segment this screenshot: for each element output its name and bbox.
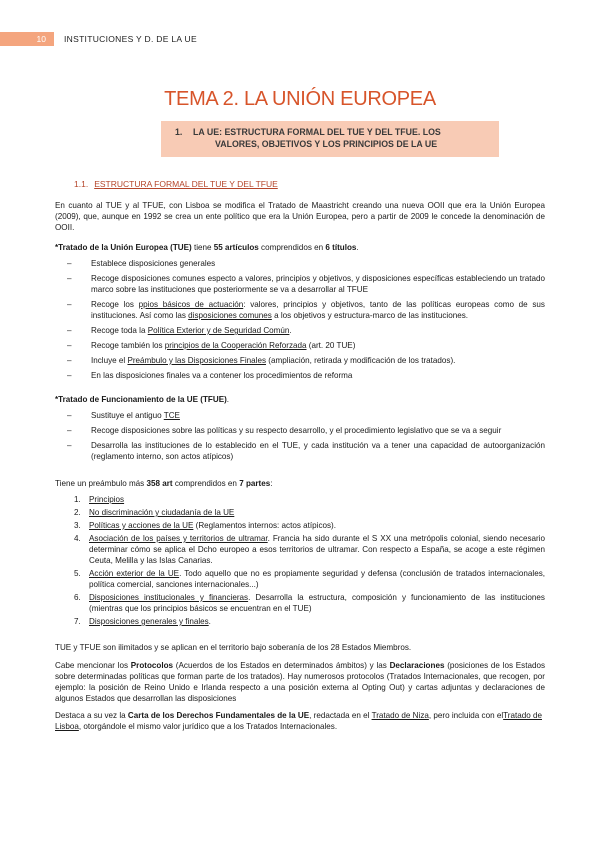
territorio-paragraph: TUE y TFUE son ilimitados y se aplican en el territorio bajo soberanía de los 28 Estados Miembros. bbox=[55, 643, 412, 652]
parte-number: 2. bbox=[74, 508, 81, 517]
tue-heading: *Tratado de la Unión Europea (TUE) tiene 55 artículos comprendidos en 6 títulos. bbox=[55, 243, 359, 252]
parte-item bbox=[55, 507, 545, 518]
section-number: 1. bbox=[175, 127, 183, 137]
parte-item bbox=[55, 592, 545, 614]
parte-description: . Francia ha sido durante el S XX una metrópolis colonial, siendo necesario determinar cómo se aplica el Dcho europeo a esos territorios de ultramar. Con respecto a España, se acoge a este régimen Ceuta, Melilla y las Islas Canarias. bbox=[89, 534, 545, 565]
parte-title: Asociación de los países y territorios de ultramar bbox=[89, 534, 268, 543]
list-item: – Recoge disposiciones comunes especto a valores, principios y objetivos, y disposiciones específicas estableciendo un tratado marco sobre las instituciones que posteriormente se va a desarrollar al TFUE bbox=[55, 273, 545, 295]
partes-list bbox=[55, 494, 545, 629]
tue-list bbox=[55, 258, 545, 385]
parte-number: 1. bbox=[74, 495, 81, 504]
page-title: TEMA 2. LA UNIÓN EUROPEA bbox=[164, 88, 436, 110]
running-title: INSTITUCIONES Y D. DE LA UE bbox=[64, 33, 197, 44]
parte-title: Políticas y acciones de la UE bbox=[89, 521, 194, 530]
protocolos-paragraph: Cabe mencionar los Protocolos (Acuerdos de los Estados en determinados ámbitos) y las Declaraciones (posiciones de los Estados sobre determinadas políticas que forman parte de los tratados). Hay numerosos protocolos (Tratados Internacionales, que recogen, por ejemplo: la posición de Reino Unido e Irlanda respecto a una posición externa al Opting Out) y cartas adjuntas y declaraciones de algunos Estados que desarrollan las disposiciones bbox=[55, 661, 546, 703]
tfue-list bbox=[55, 410, 545, 466]
list-item: – Recoge disposiciones sobre las políticas y su respecto desarrollo, y el procedimiento legislativo que se va a seguir bbox=[55, 425, 545, 436]
section-title-line2: VALORES, OBJETIVOS Y LOS PRINCIPIOS DE LA UE bbox=[215, 139, 438, 149]
parte-number: 6. bbox=[74, 593, 81, 602]
parte-title: Principios bbox=[89, 495, 125, 504]
subsection-title: ESTRUCTURA FORMAL DEL TUE Y DEL TFUE bbox=[94, 179, 278, 189]
parte-number: 3. bbox=[74, 521, 81, 530]
subsection-number: 1.1. bbox=[74, 179, 89, 189]
list-item: – Recoge también los principios de la Cooperación Reforzada (art. 20 TUE) bbox=[55, 340, 545, 351]
parte-description: . Todo aquello que no es propiamente seguridad y defensa (conclusión de tratados internacionales, política comercial, sanciones internacionales...) bbox=[89, 569, 545, 589]
list-item: – Incluye el Preámbulo y las Disposiciones Finales (ampliación, retirada y modificación de los tratados). bbox=[55, 355, 545, 366]
parte-description: . Desarrolla la estructura, composición y funcionamiento de las instituciones (mientras que los principios básicos se encuentran en el TUE) bbox=[89, 593, 545, 613]
section-title-line1: LA UE: ESTRUCTURA FORMAL DEL TUE Y DEL TFUE. LOS bbox=[193, 127, 441, 137]
list-item: – Desarrolla las instituciones de lo establecido en el TUE, y cada institución va a tener una capacidad de autoorganización (reglamento interno, son actos atípicos) bbox=[55, 440, 545, 462]
parte-item bbox=[55, 494, 545, 505]
page-number: 10 bbox=[0, 32, 54, 46]
parte-item bbox=[55, 520, 545, 531]
list-item: – Recoge toda la Política Exterior y de Seguridad Común. bbox=[55, 325, 545, 336]
subsection-heading bbox=[74, 179, 278, 190]
list-item: – En las disposiciones finales va a contener los procedimientos de reforma bbox=[55, 370, 545, 381]
parte-title: Acción exterior de la UE bbox=[89, 569, 180, 578]
parte-item bbox=[55, 533, 545, 566]
tfue-heading: *Tratado de Funcionamiento de la UE (TFUE). bbox=[55, 395, 230, 404]
list-item: – Establece disposiciones generales bbox=[55, 258, 545, 269]
parte-number: 5. bbox=[74, 569, 81, 578]
parte-title: Disposiciones generales y finales bbox=[89, 617, 209, 626]
carta-paragraph: Destaca a su vez la Carta de los Derechos Fundamentales de la UE, redactada en el Tratado de Niza, pero incluida con elTratado de Lisboa, otorgándole el mismo valor jurídico que a los Tratados Internacionales. bbox=[55, 711, 542, 731]
parte-description: (Reglamentos internos: actos atípicos). bbox=[193, 521, 336, 530]
list-item: – Recoge los ppios básicos de actuación: valores, principios y objetivos, tanto de las políticas europeas como de sus instituciones. Así como las disposiciones comunes a los objetivos y estructura-marco de las instituciones. bbox=[55, 299, 545, 321]
list-item: – Sustituye el antiguo TCE bbox=[55, 410, 545, 421]
parte-item bbox=[55, 568, 545, 590]
page-header bbox=[0, 32, 600, 46]
parte-number: 7. bbox=[74, 617, 81, 626]
parte-title: No discriminación y ciudadanía de la UE bbox=[89, 508, 235, 517]
parte-title: Disposiciones institucionales y financieras bbox=[89, 593, 249, 602]
intro-paragraph: En cuanto al TUE y al TFUE, con Lisboa se modifica el Tratado de Maastricht creando una nueva OOII que era la Unión Europea (2009), que, aunque en 1992 se crea un ente político que era la Unión Europea, pero a partir de 2009 le concede la denominación de OOII. bbox=[55, 201, 545, 232]
preambulo-line: Tiene un preámbulo más 358 art comprendidos en 7 partes: bbox=[55, 479, 273, 488]
parte-number: 4. bbox=[74, 534, 81, 543]
parte-description: . bbox=[208, 617, 211, 626]
section-heading-box bbox=[161, 121, 499, 157]
parte-item bbox=[55, 616, 545, 627]
